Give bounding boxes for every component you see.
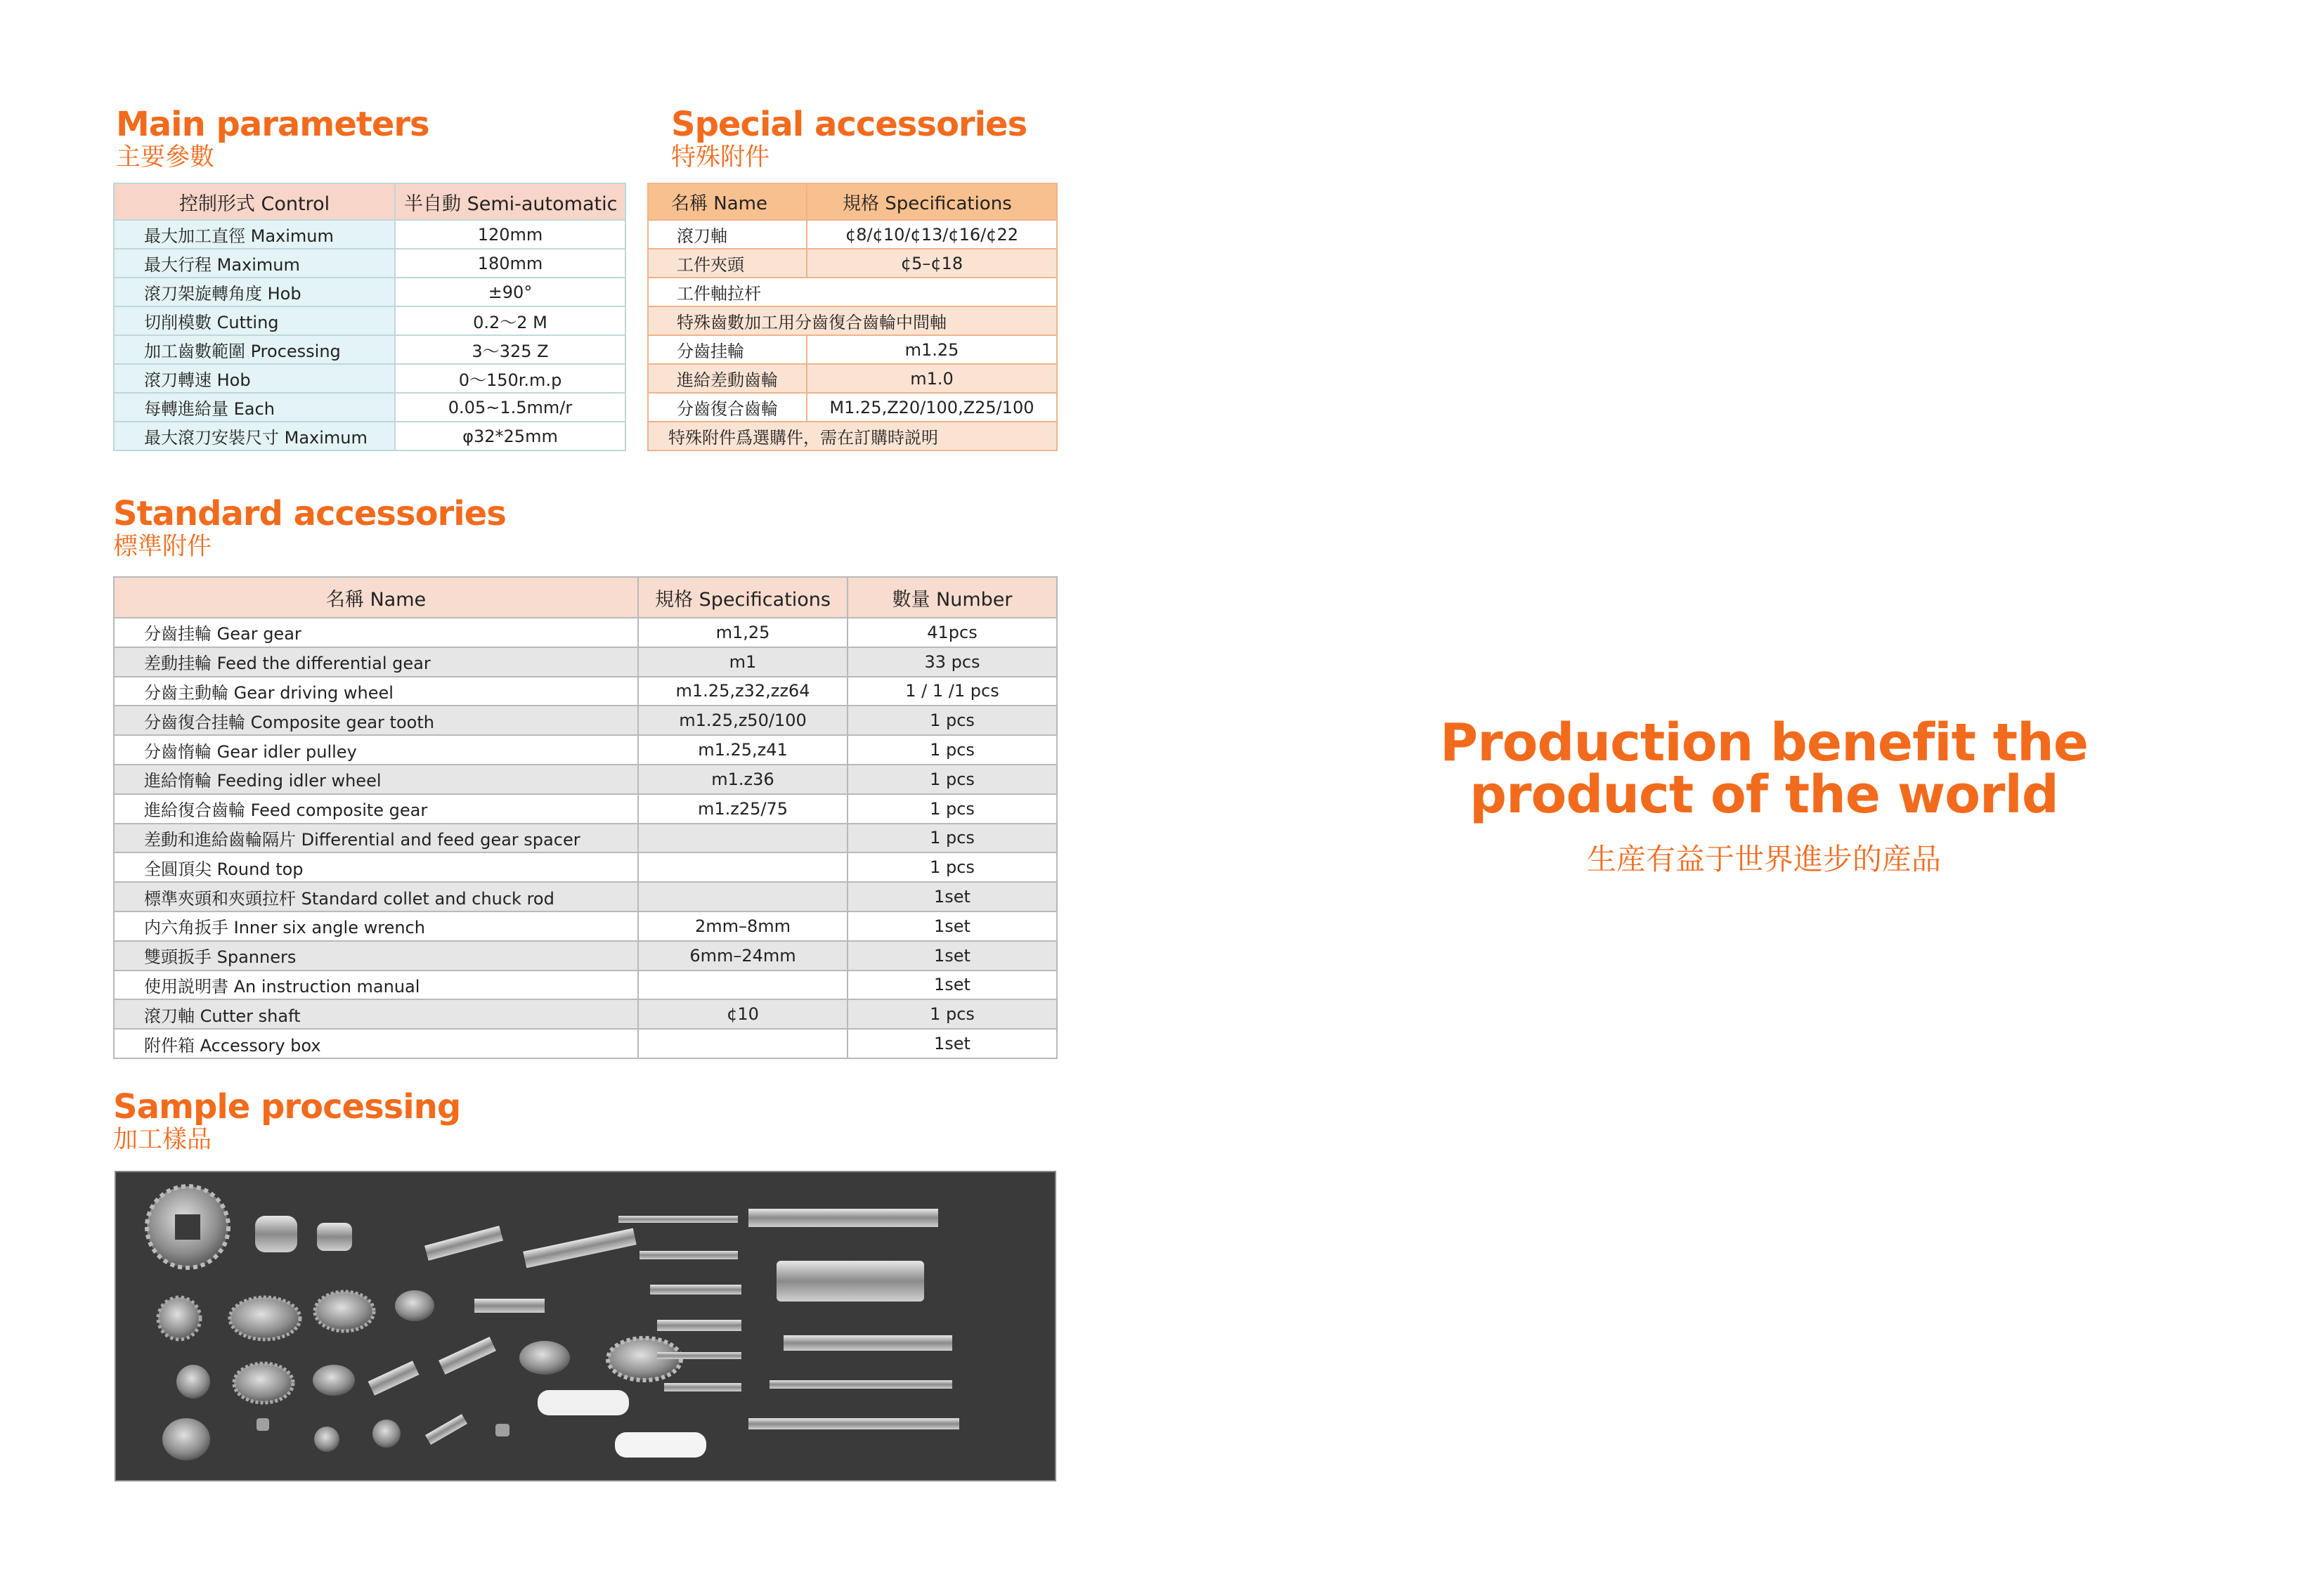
spline-shaft-icon	[748, 1209, 938, 1227]
item-qty: 1set	[848, 971, 1057, 1000]
param-value: 0～150r.m.p	[395, 364, 625, 393]
gear-parts-illustration	[116, 1172, 1055, 1480]
table-row	[114, 364, 625, 393]
worm-gear-icon	[255, 1216, 297, 1252]
item-qty: 33 pcs	[848, 647, 1057, 677]
shaft-icon	[425, 1414, 467, 1445]
column-header: 名稱 Name	[648, 183, 807, 220]
special-accessories-title-zh: 特殊附件	[671, 143, 770, 171]
table-row	[114, 971, 1057, 1000]
bushing-icon	[257, 1418, 269, 1431]
slogan-zh: 生産有益于世界進步的産品	[1586, 842, 1941, 876]
table-row	[648, 422, 1057, 450]
table-row	[648, 306, 1057, 335]
gear-icon	[147, 1186, 228, 1268]
table-row	[114, 647, 1057, 677]
item-name: 分齒惰輪 Gear idler pulley	[114, 735, 638, 765]
item-qty: 1 pcs	[848, 765, 1057, 794]
accessory-name: 工件夾頭	[648, 249, 807, 278]
accessory-spec: m1.25	[807, 335, 1057, 364]
accessory-name: 進給差動齒輪	[648, 364, 807, 393]
item-spec	[638, 852, 848, 882]
item-name: 差動挂輪 Feed the differential gear	[114, 647, 638, 677]
shaft-icon	[657, 1352, 741, 1359]
item-spec: m1.25,z50/100	[638, 706, 848, 735]
item-spec	[638, 882, 848, 911]
table-row	[114, 1029, 1057, 1058]
table-row	[114, 765, 1057, 794]
table-row	[114, 794, 1057, 824]
table-row	[114, 306, 625, 335]
item-name: 進給惰輪 Feeding idler wheel	[114, 765, 638, 794]
special-accessories-heading	[671, 105, 1027, 171]
item-spec	[638, 971, 848, 1000]
shaft-icon	[657, 1320, 741, 1331]
param-name: 切削模數 Cutting	[114, 306, 395, 335]
item-qty: 1set	[848, 941, 1057, 971]
pinion-shaft-icon	[523, 1228, 636, 1268]
column-header: 數量 Number	[848, 577, 1057, 618]
param-name: 加工齒數範圍 Processing	[114, 335, 395, 364]
param-name: 最大行程 Maximum	[114, 249, 395, 278]
item-spec: 6mm–24mm	[638, 941, 848, 971]
table-row	[114, 911, 1057, 941]
worm-shaft-icon	[615, 1432, 706, 1458]
table-header-row	[648, 183, 1057, 220]
table-row	[114, 735, 1057, 765]
item-spec: m1.25,z41	[638, 735, 848, 765]
item-qty: 1 pcs	[848, 735, 1057, 765]
item-name: 分齒挂輪 Gear gear	[114, 618, 638, 647]
item-spec: m1.25,z32,zz64	[638, 677, 848, 706]
accessory-name: 分齒挂輪	[648, 335, 807, 364]
table-row	[114, 999, 1057, 1029]
table-row	[114, 677, 1057, 706]
item-spec: m1,25	[638, 618, 848, 647]
param-value: 180mm	[395, 249, 625, 278]
shaft-icon	[474, 1299, 545, 1313]
accessory-name: 滾刀軸	[648, 220, 807, 249]
item-qty: 1 pcs	[848, 706, 1057, 735]
bevel-gear-icon	[162, 1418, 210, 1460]
table-row	[114, 278, 625, 306]
table-row	[648, 364, 1057, 393]
param-name: 滾刀轉速 Hob	[114, 364, 395, 393]
item-name: 使用説明書 An instruction manual	[114, 971, 638, 1000]
worm-gear-icon	[317, 1223, 352, 1251]
table-header-row	[114, 183, 625, 220]
item-qty: 1set	[848, 911, 1057, 941]
table-row	[114, 852, 1057, 882]
item-name: 全圓頂尖 Round top	[114, 852, 638, 882]
accessory-spec: M1.25,Z20/100,Z25/100	[807, 393, 1057, 422]
column-header: 控制形式 Control	[114, 183, 395, 220]
shaft-icon	[664, 1383, 741, 1391]
item-qty: 1 pcs	[848, 794, 1057, 824]
item-name: 分齒主動輪 Gear driving wheel	[114, 677, 638, 706]
item-name: 雙頭扳手 Spanners	[114, 941, 638, 971]
column-header: 名稱 Name	[114, 577, 638, 618]
pinion-shaft-icon	[424, 1226, 503, 1261]
slogan-line-2: product of the world	[1469, 765, 2058, 825]
table-row	[114, 618, 1057, 647]
main-parameters-heading	[116, 105, 429, 171]
bevel-gear-icon	[395, 1290, 434, 1321]
gear-icon	[315, 1292, 374, 1331]
item-spec	[638, 1029, 848, 1058]
item-spec: m1.z25/75	[638, 794, 848, 824]
item-qty: 41pcs	[848, 618, 1057, 647]
standard-accessories-heading	[113, 495, 506, 561]
special-accessories-note: 特殊附件爲選購件，需在訂購時説明	[648, 422, 1057, 450]
pinion-shaft-icon	[439, 1337, 496, 1375]
table-row	[648, 220, 1057, 249]
param-value: 3～325 Z	[395, 335, 625, 364]
item-qty: 1 pcs	[848, 999, 1057, 1029]
table-row	[648, 249, 1057, 278]
standard-accessories-title-zh: 標準附件	[113, 533, 212, 561]
shaft-icon	[770, 1380, 952, 1389]
standard-accessories-title: Standard accessories	[113, 494, 506, 533]
item-spec	[638, 824, 848, 853]
special-accessories-title: Special accessories	[671, 105, 1027, 144]
param-name: 滾刀架旋轉角度 Hob	[114, 278, 395, 306]
item-qty: 1 / 1 /1 pcs	[848, 677, 1057, 706]
gear-icon	[176, 1365, 210, 1398]
slogan-line-1: Production benefit the	[1439, 713, 2089, 773]
accessory-name: 分齒復合齒輪	[648, 393, 807, 422]
shaft-icon	[618, 1216, 738, 1223]
item-spec: ¢10	[638, 999, 848, 1029]
table-row	[648, 278, 1057, 306]
param-name: 每轉進給量 Each	[114, 393, 395, 422]
table-row	[648, 393, 1057, 422]
spline-shaft-icon	[777, 1261, 924, 1302]
gear-icon	[519, 1341, 570, 1375]
param-value: 0.2～2 M	[395, 306, 625, 335]
param-value: ±90°	[395, 278, 625, 306]
column-header: 規格 Specifications	[638, 577, 848, 618]
worm-shaft-icon	[538, 1390, 629, 1415]
item-qty: 1 pcs	[848, 824, 1057, 853]
param-value: φ32*25mm	[395, 422, 625, 450]
main-parameters-title: Main parameters	[116, 105, 429, 144]
accessory-name: 工件軸拉杆	[648, 278, 1057, 306]
accessory-spec: ¢8/¢10/¢13/¢16/¢22	[807, 220, 1057, 249]
gear-icon	[158, 1297, 200, 1339]
item-name: 内六角扳手 Inner six angle wrench	[114, 911, 638, 941]
bushing-icon	[495, 1424, 509, 1436]
item-name: 標準夾頭和夾頭拉杆 Standard collet and chuck rod	[114, 882, 638, 911]
item-spec: 2mm–8mm	[638, 911, 848, 941]
item-name: 進給復合齒輪 Feed composite gear	[114, 794, 638, 824]
standard-accessories-table	[113, 576, 1058, 1059]
pinion-shaft-icon	[368, 1361, 420, 1396]
sample-processing-title: Sample processing	[113, 1087, 461, 1127]
table-row	[114, 824, 1057, 853]
spline-shaft-icon	[784, 1335, 952, 1351]
table-row	[114, 335, 625, 364]
gear-icon	[372, 1420, 401, 1448]
item-qty: 1set	[848, 1029, 1057, 1058]
table-row	[648, 335, 1057, 364]
param-value: 120mm	[395, 220, 625, 249]
sample-processing-title-zh: 加工樣品	[113, 1126, 212, 1154]
table-row	[114, 422, 625, 450]
sample-processing-heading	[113, 1088, 460, 1154]
param-name: 最大滾刀安裝尺寸 Maximum	[114, 422, 395, 450]
item-qty: 1 pcs	[848, 852, 1057, 882]
item-spec: m1.z36	[638, 765, 848, 794]
table-row	[114, 882, 1057, 911]
main-parameters-title-zh: 主要參數	[116, 143, 215, 171]
column-header: 規格 Specifications	[807, 183, 1057, 220]
table-row	[114, 941, 1057, 971]
gear-icon	[234, 1363, 293, 1403]
accessory-name: 特殊齒數加工用分齒復合齒輪中間軸	[648, 306, 1057, 335]
param-name: 最大加工直徑 Maximum	[114, 220, 395, 249]
table-row	[114, 706, 1057, 735]
shaft-icon	[650, 1285, 741, 1294]
sample-parts-photo	[115, 1171, 1056, 1481]
slogan	[1406, 713, 2122, 878]
shaft-icon	[640, 1251, 738, 1259]
item-name: 滾刀軸 Cutter shaft	[114, 999, 638, 1029]
table-header-row	[114, 577, 1057, 618]
item-spec: m1	[638, 647, 848, 677]
table-row	[114, 393, 625, 422]
gear-icon	[230, 1297, 300, 1339]
accessory-spec: ¢5–¢18	[807, 249, 1057, 278]
main-parameters-table	[113, 183, 626, 451]
table-row	[114, 220, 625, 249]
item-name: 分齒復合挂輪 Composite gear tooth	[114, 706, 638, 735]
column-header: 半自動 Semi-automatic	[395, 183, 625, 220]
gear-icon	[313, 1365, 355, 1396]
special-accessories-table	[647, 183, 1058, 451]
worm-shaft-icon	[748, 1418, 959, 1429]
item-name: 附件箱 Accessory box	[114, 1029, 638, 1058]
table-row	[114, 249, 625, 278]
accessory-spec: m1.0	[807, 364, 1057, 393]
gear-icon	[314, 1427, 339, 1452]
param-value: 0.05~1.5mm/r	[395, 393, 625, 422]
item-qty: 1set	[848, 882, 1057, 911]
item-name: 差動和進給齒輪隔片 Differential and feed gear spacer	[114, 824, 638, 853]
